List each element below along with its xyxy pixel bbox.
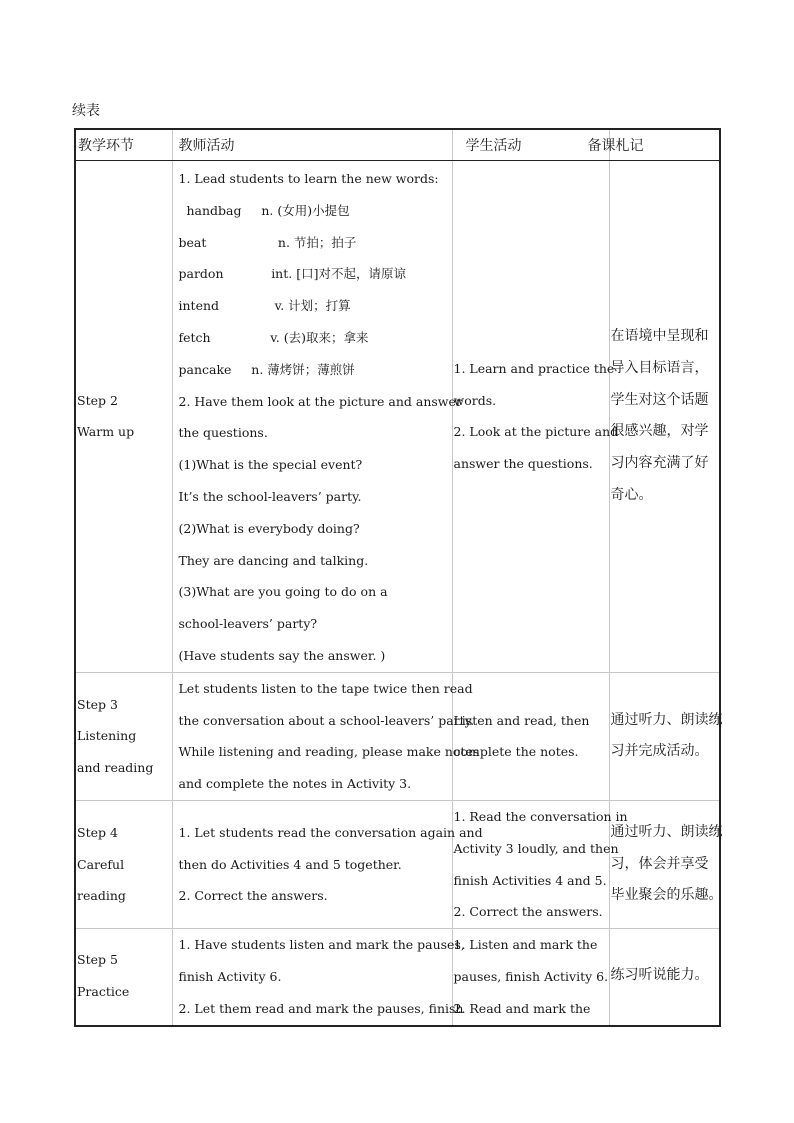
step-label: Step 3 (77, 696, 118, 712)
prep-notes-cell (609, 161, 720, 673)
step-label: Practice (77, 983, 130, 999)
teacher-activity-line: fetch v. (去)取来；拿来 (178, 329, 369, 345)
teacher-activity-line: pardon int. [口]对不起，请原谅 (178, 266, 406, 282)
prep-notes-line: 习，体会并享受 (610, 855, 709, 872)
prep-notes-line: 奇心。 (610, 486, 653, 503)
teacher-activity-line: 2. Correct the answers. (178, 888, 328, 904)
teacher-activity-cell (172, 672, 480, 800)
teacher-activity-line: It’s the school-leavers’ party. (178, 488, 362, 504)
teacher-activity-line: 1. Have students listen and mark the pauses, (178, 937, 465, 953)
student-activity-line: finish Activities 4 and 5. (453, 872, 607, 888)
teacher-activity-line: pancake n. 薄烤饼；薄煎饼 (178, 361, 355, 377)
student-activity-line: Activity 3 loudly, and then (453, 840, 619, 856)
prep-notes-line: 在语境中呈现和 (610, 328, 709, 344)
header-student-activity: 学生活动 (465, 138, 522, 154)
teacher-activity-line: then do Activities 4 and 5 together. (178, 856, 402, 872)
prep-notes-line: 毕业聚会的乐趣。 (610, 887, 723, 904)
student-activity-line: 1. Read the conversation in (453, 808, 628, 824)
teacher-activity-line: school-leavers’ party? (178, 616, 318, 632)
table-header-row (75, 129, 720, 161)
teacher-activity-line: and complete the notes in Activity 3. (178, 776, 412, 792)
prep-notes-cell (609, 929, 720, 1026)
teacher-activity-line: They are dancing and talking. (178, 552, 369, 568)
teacher-activity-line: (1)What is the special event? (178, 457, 363, 473)
teacher-activity-line: 1. Lead students to learn the new words: (178, 171, 439, 186)
prep-notes-line: 很感兴趣，对学 (610, 423, 709, 440)
teacher-activity-line: (3)What are you going to do on a (178, 584, 388, 600)
table-caption: 续表 (72, 103, 100, 119)
student-activity-line: words. (453, 392, 497, 408)
teacher-activity-line: beat n. 节拍；拍子 (178, 234, 357, 250)
header-prep-notes: 备课札记 (587, 138, 644, 154)
step-label: reading (77, 888, 126, 904)
prep-notes-line: 导入目标语言， (610, 359, 709, 376)
teacher-activity-line: 2. Let them read and mark the pauses, finish (178, 1000, 464, 1016)
lesson-plan-table (74, 128, 721, 1027)
teacher-activity-cell (172, 161, 462, 673)
student-activity-line: 2. Look at the picture and (453, 424, 619, 440)
student-activity-line: answer the questions. (453, 456, 593, 472)
header-teaching-step: 教学环节 (78, 138, 134, 154)
teacher-activity-line: intend v. 计划；打算 (178, 298, 351, 314)
teacher-activity-line: 2. Have them look at the picture and answer (178, 393, 462, 409)
student-activity-line: 2. Correct the answers. (453, 904, 603, 920)
step-label: Step 5 (77, 952, 118, 968)
student-activity-cell (452, 161, 619, 673)
student-activity-cell (452, 929, 609, 1026)
table-row (75, 672, 720, 800)
table-row (75, 929, 720, 1026)
prep-notes-cell (609, 800, 723, 928)
student-activity-line: pauses, finish Activity 6. (453, 968, 609, 984)
student-activity-line: complete the notes. (453, 744, 579, 760)
prep-notes-line: 通过听力、朗读练 (610, 823, 723, 840)
teacher-activity-line: the conversation about a school-leavers’ party. (178, 712, 475, 728)
teacher-activity-line: While listening and reading, please make notes (178, 744, 480, 760)
student-activity-line: 1. Listen and mark the (453, 937, 598, 953)
teacher-activity-cell (172, 929, 465, 1026)
student-activity-line: Listen and read, then (453, 712, 590, 728)
step-label: Step 2 (77, 392, 118, 408)
teacher-activity-line: 1. Let students read the conversation again and (178, 824, 483, 840)
header-teacher-activity: 教师活动 (178, 138, 235, 154)
step-cell (75, 929, 172, 1026)
teacher-activity-line: (Have students say the answer. ) (178, 647, 386, 663)
prep-notes-line: 练习听说能力。 (610, 967, 709, 984)
step-label: and reading (77, 760, 154, 776)
teacher-activity-cell (172, 800, 483, 928)
prep-notes-line: 习并完成活动。 (610, 743, 709, 760)
student-activity-line: 2. Read and mark the (453, 1000, 591, 1016)
teacher-activity-line: handbag n. (女用)小提包 (178, 202, 350, 218)
student-activity-cell (452, 672, 609, 800)
teacher-activity-line: finish Activity 6. (178, 968, 282, 984)
step-cell (75, 161, 172, 673)
prep-notes-line: 学生对这个话题 (610, 391, 709, 408)
prep-notes-line: 通过听力、朗读练 (610, 711, 723, 728)
step-label: Careful (77, 856, 125, 872)
step-label: Warm up (77, 424, 135, 440)
teacher-activity-line: (2)What is everybody doing? (178, 520, 360, 536)
table-row (75, 161, 720, 673)
prep-notes-line: 习内容充满了好 (610, 455, 709, 472)
step-label: Listening (77, 728, 137, 744)
prep-notes-cell (609, 672, 723, 800)
student-activity-cell (452, 800, 628, 928)
step-cell (75, 672, 172, 800)
student-activity-line: 1. Learn and practice the (453, 360, 615, 376)
teacher-activity-line: the questions. (178, 425, 268, 441)
teacher-activity-line: Let students listen to the tape twice then read (178, 680, 473, 696)
table-row (75, 800, 720, 928)
step-label: Step 4 (77, 824, 118, 840)
step-cell (75, 800, 172, 928)
